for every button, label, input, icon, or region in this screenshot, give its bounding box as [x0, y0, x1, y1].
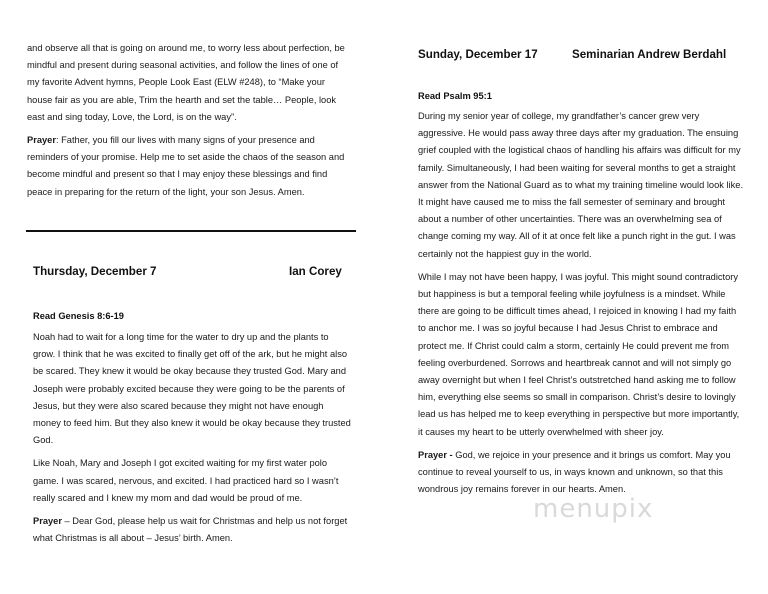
sunday-paragraph-2: While I may not have been happy, I was joyful. This might sound contradictory but happiness is but a temporal feeling while joyfulness is a mindset. While there are going to be difficult times ahead, I rejoiced in knowing I had my faith to anchor me. I was so joyful because I had Jesus Christ to embrace and protect me. If Christ could calm a storm, certainly He could prevent me from feeling overburdened. Sorrows and heartbreak cannot and will not simply go away overnight but when I feel Christ’s outstretched hand asking me to follow him, everything else seems so small in comparison. Christ’s desire to lovingly lead us has helped me to keep everything in perspective but more importantly, it causes my heart to be utterly overwhelmed with sheer joy.	[418, 271, 740, 437]
thursday-date-heading: Thursday, December 7	[33, 265, 157, 278]
sunday-prayer-label: Prayer -	[418, 449, 453, 460]
sunday-body	[418, 108, 744, 498]
thursday-body	[33, 329, 351, 547]
sunday-reading: Read Psalm 95:1	[418, 91, 492, 101]
sunday-paragraph-1: During my senior year of college, my grandfather’s cancer grew very aggressive. He would pass away three days after my graduation. The ensuing grief coupled with the logistical chaos of handling his affairs was difficult for my family. Simultaneously, I had been waiting for several months to get a straight answer from the National Guard as to what my training timeline would look like. It might have caused me to miss the fall semester of seminary and brought about a number of other uncertainties. There was an overwhelming sea of change coming my way. All of it at once felt like a punch right in the gut. I was certainly not the happiest guy in the world.	[418, 111, 744, 259]
thursday-reading: Read Genesis 8:6-19	[33, 311, 124, 321]
left-top-section	[27, 40, 349, 201]
sunday-prayer	[418, 447, 744, 499]
thursday-prayer-label: Prayer	[33, 516, 62, 527]
section-divider	[26, 230, 356, 232]
thursday-paragraph-2: Like Noah, Mary and Joseph I got excited waiting for my first water polo game. I was scared, nervous, and excited. I had practiced hard so I wasn’t really scared and I knew my mom and dad would be proud of me.	[33, 458, 339, 503]
thursday-prayer	[33, 513, 351, 547]
thursday-prayer-text: – Dear God, please help us wait for Christmas and help us not forget what Christmas is all about – Jesus’ birth. Amen.	[33, 516, 348, 544]
prayer-text: : Father, you fill our lives with many signs of your presence and reminders of your promise. Help me to set aside the chaos of the season and become mindful and present so that I may enjoy these blessings and find peace in preparing for the return of the light, your son Jesus. Amen.	[27, 135, 345, 197]
thursday-paragraph-1: Noah had to wait for a long time for the water to dry up and the plants to grow. I think that he was excited to finally get off of the ark, but he might also be scared. They knew it would be okay because they trusted God. Mary and Joseph were probably excited because they were going to be the parents of Jesus, but they were also scared because they might not have enough money to feed him. But they also knew it would be okay because they trusted God.	[33, 332, 351, 446]
continued-paragraph: and observe all that is going on around me, to worry less about perfection, be mindful and present during seasonal activities, and follow the lines of one of my favorite Advent hymns, People Look East (ELW #248), to “Make your house fair as you are able, Trim the hearth and set the table… People, look east and sing today, Love, the Lord, is on the way”.	[27, 43, 345, 122]
sunday-prayer-text: God, we rejoice in your presence and it brings us comfort. May you continue to reveal yourself to us, in ways known and unknown, so that this wondrous joy remains forever in our hearts. Amen.	[418, 449, 731, 495]
sunday-date-heading: Sunday, December 17	[418, 48, 538, 61]
prayer-paragraph	[27, 132, 349, 201]
menupix-watermark: menupix	[533, 494, 654, 524]
sunday-author: Seminarian Andrew Berdahl	[572, 48, 727, 61]
thursday-author: Ian Corey	[289, 265, 342, 278]
prayer-label: Prayer	[27, 135, 56, 146]
